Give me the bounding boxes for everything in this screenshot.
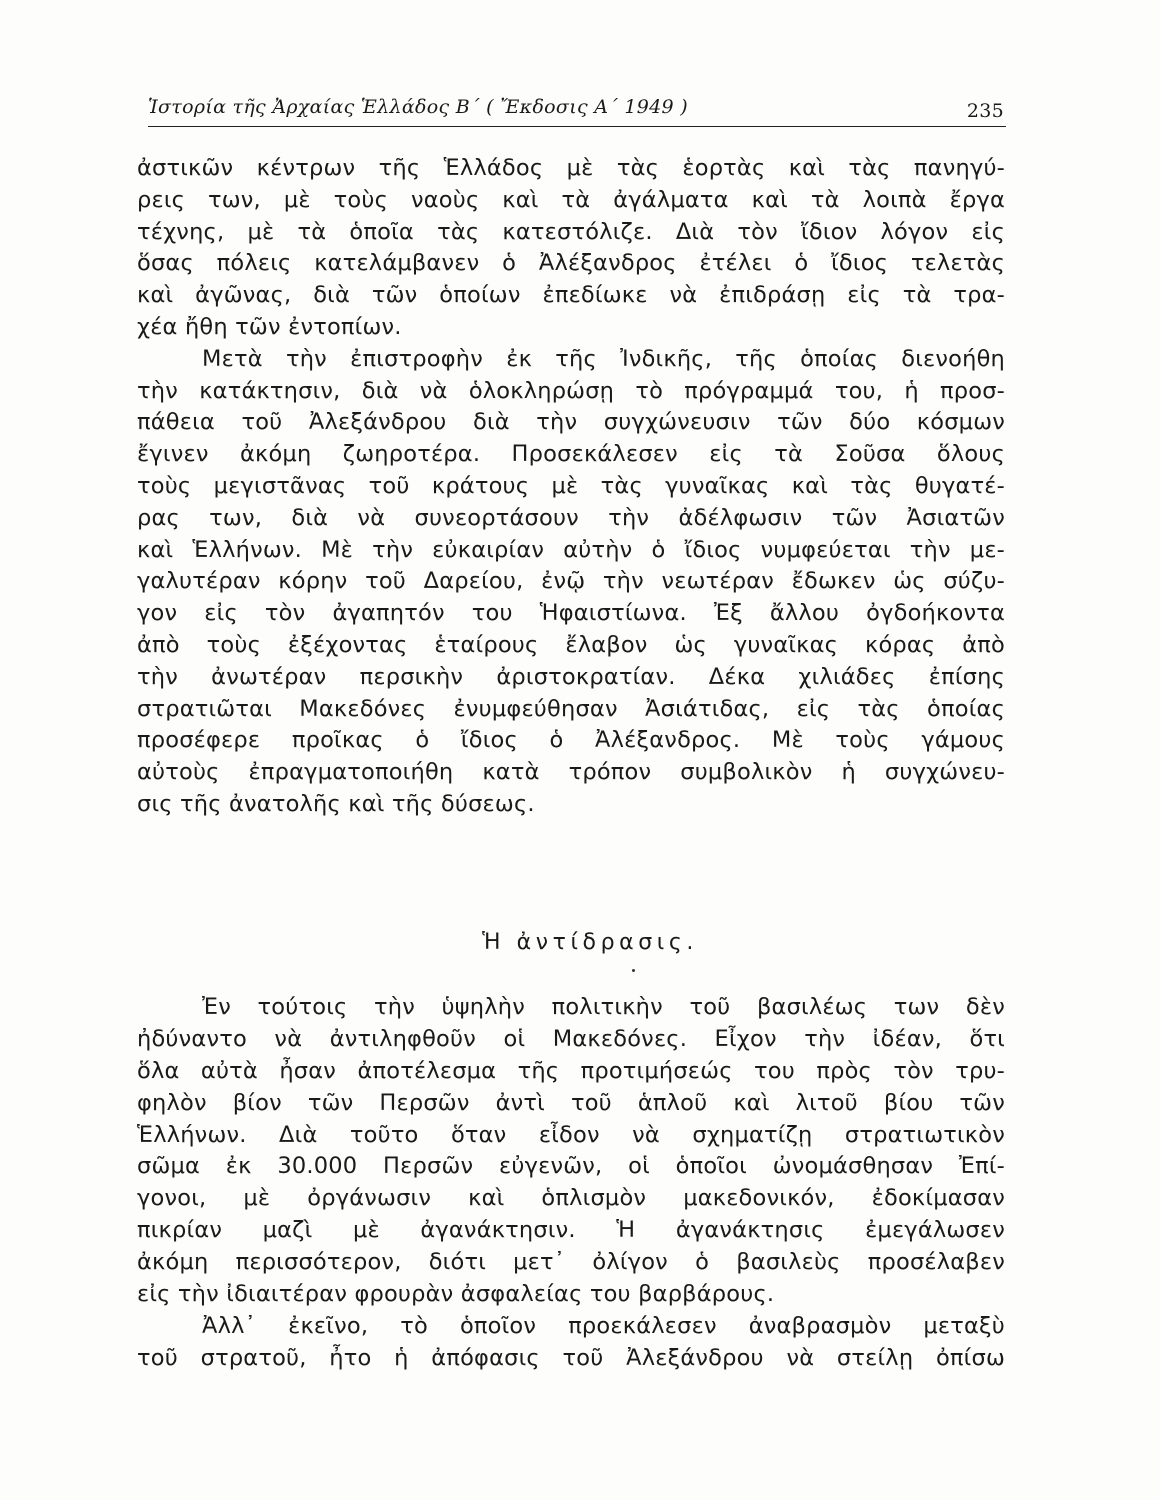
text-line: Ἑλλήνων. Διὰ τοῦτο ὅταν εἶδον νὰ σχηματίζῃ στρατιωτικὸν	[137, 1121, 1005, 1148]
text-line: προσέφερε προῖκας ὁ ἴδιος ὁ Ἀλέξανδρος. Μὲ τοὺς γάμους	[137, 727, 1005, 754]
text-line: στρατιῶται Μακεδόνες ἐνυμφεύθησαν Ἀσιάτιδας, εἰς τὰς ὁποίας	[137, 695, 1005, 722]
text-line: ὅλα αὐτὰ ἦσαν ἀποτέλεσμα τῆς προτιμήσεώς του πρὸς τὸν τρυ-	[137, 1057, 1005, 1084]
body-text-bottom	[137, 992, 1005, 1375]
text-line: Ἀλλ᾿ ἐκεῖνο, τὸ ὁποῖον προεκάλεσεν ἀναβρασμὸν μεταξὺ	[202, 1312, 1005, 1339]
text-line: σις τῆς ἀνατολῆς καὶ τῆς δύσεως.	[137, 790, 535, 817]
print-speck	[632, 969, 635, 972]
text-line: ρεις των, μὲ τοὺς ναοὺς καὶ τὰ ἀγάλματα καὶ τὰ λοιπὰ ἔργα	[137, 186, 1005, 213]
text-line: πικρίαν μαζὶ μὲ ἀγανάκτησιν. Ἡ ἀγανάκτησις ἐμεγάλωσεν	[137, 1217, 1005, 1244]
text-line: ἔγινεν ἀκόμη ζωηροτέρα. Προσεκάλεσεν εἰς τὰ Σοῦσα ὅλους	[137, 441, 1005, 468]
page-number: 235	[966, 100, 1004, 122]
text-line: ρας των, διὰ νὰ συνεορτάσουν τὴν ἀδέλφωσιν τῶν Ἀσιατῶν	[137, 504, 1005, 531]
text-line: καὶ ἀγῶνας, διὰ τῶν ὁποίων ἐπεδίωκε νὰ ἐπιδράσῃ εἰς τὰ τρα-	[137, 282, 1005, 309]
header-title: Ἱστορία τῆς Ἀρχαίας Ἑλλάδος Β΄ ( Ἔκδοσις Α΄ 1949 )	[148, 96, 688, 118]
text-line: σῶμα ἐκ 30.000 Περσῶν εὐγενῶν, οἱ ὁποῖοι ὠνομάσθησαν Ἐπί-	[137, 1153, 1005, 1180]
text-line: τὴν κατάκτησιν, διὰ νὰ ὁλοκληρώσῃ τὸ πρόγραμμά του, ἡ προσ-	[137, 377, 1005, 404]
text-line: χέα ἤθη τῶν ἐντοπίων.	[137, 313, 402, 340]
text-line: πάθεια τοῦ Ἀλεξάνδρου διὰ τὴν συγχώνευσιν τῶν δύο κόσμων	[137, 409, 1005, 436]
text-line: γονοι, μὲ ὀργάνωσιν καὶ ὁπλισμὸν μακεδονικόν, ἐδοκίμασαν	[137, 1185, 1005, 1212]
text-line: τοῦ στρατοῦ, ἦτο ἡ ἀπόφασις τοῦ Ἀλεξάνδρου νὰ στείλῃ ὀπίσω	[137, 1344, 1005, 1371]
running-header	[148, 92, 1006, 127]
text-line: ἀστικῶν κέντρων τῆς Ἑλλάδος μὲ τὰς ἑορτὰς καὶ τὰς πανηγύ-	[137, 155, 1005, 181]
text-line: ἠδύναντο νὰ ἀντιληφθοῦν οἱ Μακεδόνες. Εἶχον τὴν ἰδέαν, ὅτι	[137, 1025, 1005, 1052]
text-line: γαλυτέραν κόρην τοῦ Δαρείου, ἐνῷ τὴν νεωτέραν ἔδωκεν ὡς σύζυ-	[137, 568, 1005, 595]
text-line: Ἐν τούτοις τὴν ὑψηλὴν πολιτικὴν τοῦ βασιλέως των δὲν	[202, 994, 1005, 1020]
body-text-top	[137, 153, 1005, 821]
text-line: φηλὸν βίον τῶν Περσῶν ἀντὶ τοῦ ἁπλοῦ καὶ λιτοῦ βίου τῶν	[137, 1089, 1005, 1116]
text-line: τέχνης, μὲ τὰ ὁποῖα τὰς κατεστόλιζε. Διὰ τὸν ἴδιον λόγον εἰς	[137, 218, 1005, 245]
text-line: τοὺς μεγιστᾶνας τοῦ κράτους μὲ τὰς γυναῖκας καὶ τὰς θυγατέ-	[137, 472, 1005, 499]
text-line: τὴν ἀνωτέραν περσικὴν ἀριστοκρατίαν. Δέκα χιλιάδες ἐπίσης	[137, 663, 1005, 690]
text-line: Μετὰ τὴν ἐπιστροφὴν ἐκ τῆς Ἰνδικῆς, τῆς ὁποίας διενοήθη	[202, 345, 1005, 372]
text-line: καὶ Ἑλλήνων. Μὲ τὴν εὐκαιρίαν αὐτὴν ὁ ἴδιος νυμφεύεται τὴν με-	[137, 536, 1005, 563]
text-line: ὅσας πόλεις κατελάμβανεν ὁ Ἀλέξανδρος ἐτέλει ὁ ἴδιος τελετὰς	[137, 250, 1005, 277]
section-heading: Ἡ ἀντίδρασις.	[482, 930, 698, 955]
text-line: εἰς τὴν ἰδιαιτέραν φρουρὰν ἀσφαλείας του βαρβάρους.	[137, 1281, 775, 1308]
text-line: ἀπὸ τοὺς ἐξέχοντας ἑταίρους ἔλαβον ὡς γυναῖκας κόρας ἀπὸ	[137, 631, 1005, 658]
text-line: ἀκόμη περισσότερον, διότι μετ᾿ ὀλίγον ὁ βασιλεὺς προσέλαβεν	[137, 1249, 1005, 1276]
text-line: αὐτοὺς ἐπραγματοποιήθη κατὰ τρόπον συμβολικὸν ἡ συγχώνευ-	[137, 759, 1005, 786]
text-line: γον εἰς τὸν ἀγαπητόν του Ἡφαιστίωνα. Ἐξ ἄλλου ὀγδοήκοντα	[137, 600, 1005, 627]
